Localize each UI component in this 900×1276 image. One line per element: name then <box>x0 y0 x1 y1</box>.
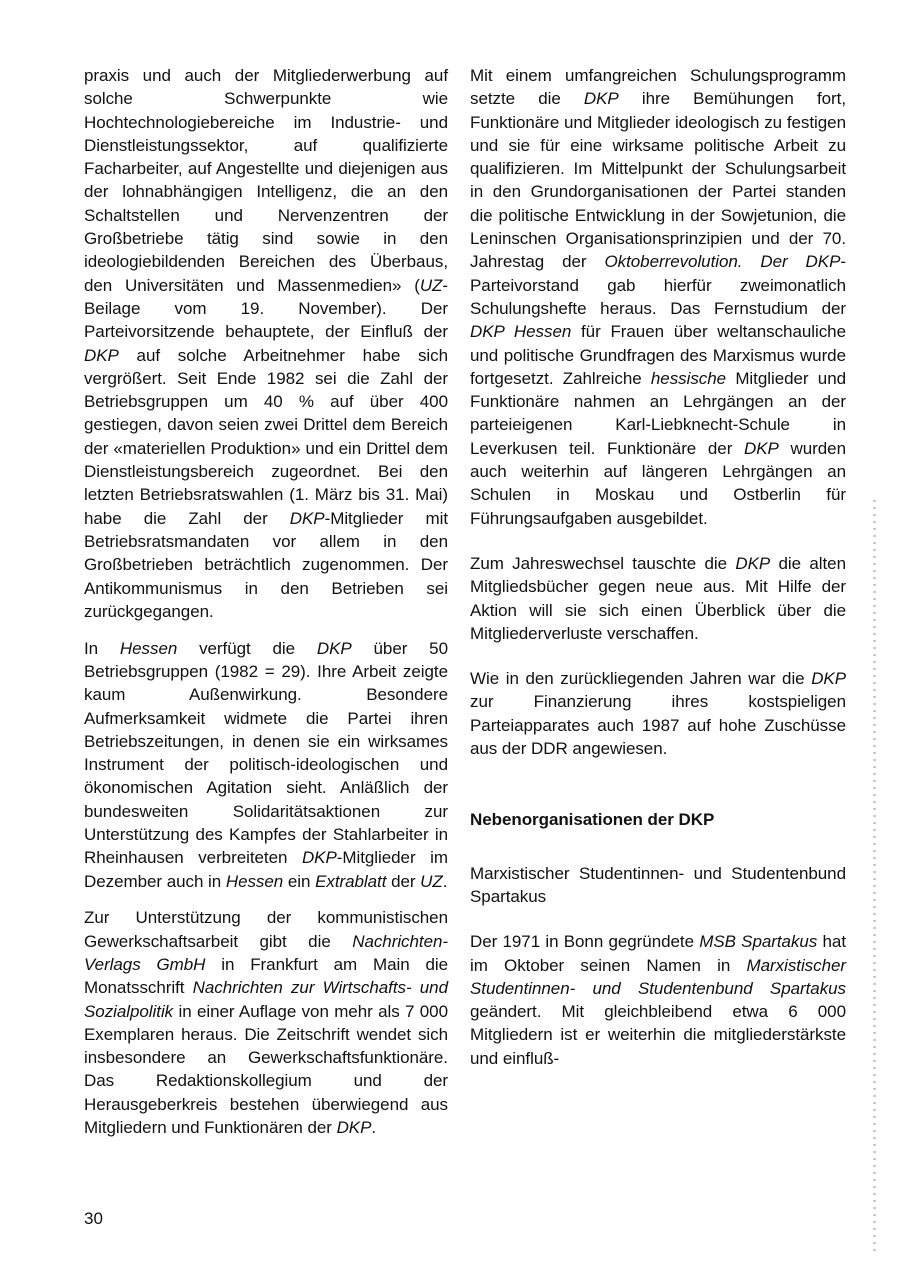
heading-spacer-below <box>470 832 846 862</box>
text-run: ihre Bemühungen fort, Funktionäre und Mitglieder ideologisch zu festigen und sie für eine wirksame politische Arbeit zu qualifizieren. Im Mittelpunkt der Schulungsarbeit in den Grundorganisationen der Partei standen die politische Entwicklung in der Sowjetunion, die Leninschen Organisationsprinzipien und der 70. Jahrestag der <box>470 89 846 272</box>
italic-run: UZ <box>419 275 443 295</box>
italic-run: DKP <box>811 669 846 689</box>
text-run: Der 1971 in Bonn gegründete <box>470 932 700 952</box>
text-run: zur Finanzierung ihres kostspieligen Parteiapparates auch 1987 auf hohe Zuschüsse aus der DDR angewiesen. <box>470 692 846 759</box>
paragraph <box>470 552 846 645</box>
paragraph <box>470 862 846 909</box>
left-text-column <box>84 64 448 1139</box>
paragraph <box>470 64 846 530</box>
italic-run: DKP <box>336 1118 372 1138</box>
text-run: verfügt die <box>177 638 317 658</box>
italic-run: DKP <box>316 638 352 658</box>
italic-run: Hessen <box>119 638 178 658</box>
italic-run: DKP Hessen <box>470 322 572 342</box>
text-run: -Mitglieder mit Betriebsratsmandaten vor allem in den Großbetrieben beträchtlich zugenommen. Der Antikommunismus in den Betrieben sei zurückgegangen. <box>84 508 448 621</box>
paragraph <box>84 64 448 623</box>
text-run: -Parteivorstand gab hierfür zweimonatlich Schulungshefte heraus. Das Fernstudium der <box>470 252 846 318</box>
text-run: über 50 Betriebsgruppen (1982 = 29). Ihre Arbeit zeigte kaum Außenwirkung. Besondere Aufmerksamkeit widmete die Partei ihren Betriebszeitungen, in denen sie ein wirksames Instrument der politisch-ideologischen und ökonomischen Agitation sieht. Anläßlich der bundesweiten Solidaritätsaktionen zur Unterstützung des Kampfes der Stahlarbeiter in Rheinhausen verbreiteten <box>84 638 448 868</box>
text-run: in Frankfurt am Main die Monatsschrift <box>84 954 449 998</box>
text-run: die alten Mitgliedsbücher gegen neue aus. Mit Hilfe der Aktion will sie sich einen Überblick über die Mitgliederverluste verschaffen. <box>470 553 846 643</box>
text-run: geändert. Mit gleichbleibend etwa 6 000 Mitgliedern ist er weiterhin die mitgliederstärkste und einfluß- <box>470 1002 846 1068</box>
text-run: -Beilage vom 19. November). Der Parteivorsitzende behauptete, der Einfluß der <box>84 275 448 342</box>
text-run: Mit einem umfangreichen Schulungsprogramm setzte die <box>470 66 846 109</box>
paragraph <box>470 667 846 760</box>
italic-run: DKP <box>583 89 619 109</box>
scan-artifact-dotted-line <box>873 500 876 1252</box>
text-run: . <box>442 871 448 891</box>
italic-run: DKP <box>301 848 337 868</box>
right-text-column <box>470 64 846 1092</box>
italic-run: Extrablatt <box>315 871 387 891</box>
italic-run: hessische <box>650 368 727 388</box>
text-run: -Mitglieder im Dezember auch in <box>84 848 448 891</box>
italic-run: DKP <box>744 438 779 458</box>
heading-spacer-above <box>470 782 846 808</box>
text-run: in einer Auflage von mehr als 7 000 Exemplaren heraus. Die Zeitschrift wendet sich insbesondere an Gewerkschaftsfunktionäre. Das Redaktionskollegium und der Herausgeberkreis bestehen überwiegend aus Mitgliedern und Funktionären der <box>84 1001 448 1138</box>
italic-run: DKP <box>84 345 119 365</box>
section-heading: Nebenorganisationen der DKP <box>470 810 715 830</box>
italic-run: Hessen <box>225 871 284 891</box>
text-run: für Frauen über weltanschauliche und politische Grundfragen des Marxismus wurde fortgesetzt. Zahlreiche <box>470 322 846 388</box>
italic-run: DKP <box>289 508 325 528</box>
paragraph <box>84 637 448 893</box>
text-run: Mitglieder und Funktionäre nahmen an Lehrgängen an der parteieigenen Karl-Liebknecht-Schule in Leverkusen teil. Funktionäre der <box>470 368 846 458</box>
two-column-text-body <box>84 64 846 1184</box>
italic-run: DKP <box>735 553 771 573</box>
paragraph <box>470 930 846 1070</box>
page-number: 30 <box>84 1209 103 1228</box>
text-run: Zum Jahreswechsel tauschte die <box>470 553 736 573</box>
italic-run: MSB Spartakus <box>699 932 818 952</box>
text-run: ein <box>283 871 316 891</box>
text-run: . <box>371 1118 377 1138</box>
italic-run: Nachrichten-Verlags GmbH <box>84 931 448 974</box>
text-run: auf solche Arbeitnehmer habe sich vergrößert. Seit Ende 1982 sei die Zahl der Betriebsgruppen um 40 % auf über 400 gestiegen, davon seien zwei Drittel dem Bereich der «materiellen Produktion» und ein Drittel dem Dienstleistungsbereich zugeordnet. Bei den letzten Betriebsratswahlen (1. März bis 31. Mai) habe die Zahl der <box>84 345 448 528</box>
paragraph <box>84 906 448 1139</box>
italic-run: Oktoberrevolution. Der DKP <box>604 252 841 272</box>
text-run: In <box>84 638 120 658</box>
text-run: Wie in den zurückliegenden Jahren war die <box>470 669 812 689</box>
italic-run: Marxistischer Studentinnen- und Studentenbund Spartakus <box>470 955 846 998</box>
text-run: praxis und auch der Mitgliederwerbung auf solche Schwerpunkte wie Hochtechnologiebereiche im Industrie- und Dienstleistungssektor, auf qualifizierte Facharbeiter, auf Angestellte und diejenigen aus der lohnabhängigen Intelligenz, die an den Schaltstellen und Nervenzentren der Großbetriebe tätig sind sowie in den ideologiebildenden Bereichen des Überbaus, den Universitäten und Massenmedien» ( <box>84 66 448 295</box>
italic-run: Nachrichten zur Wirtschafts- und Sozialpolitik <box>84 978 448 1021</box>
text-run: hat im Oktober seinen Namen in <box>470 932 846 975</box>
text-run: Zur Unterstützung der kommunistischen Gewerkschaftsarbeit gibt die <box>84 908 448 951</box>
text-run: Marxistischer Studentinnen- und Studentenbund Spartakus <box>470 863 846 906</box>
text-run: wurden auch weiterhin auf längeren Lehrgängen an Schulen in Moskau und Ostberlin für Führungsaufgaben ausgebildet. <box>470 438 846 528</box>
text-run: der <box>386 871 421 891</box>
italic-run: UZ <box>420 871 443 891</box>
